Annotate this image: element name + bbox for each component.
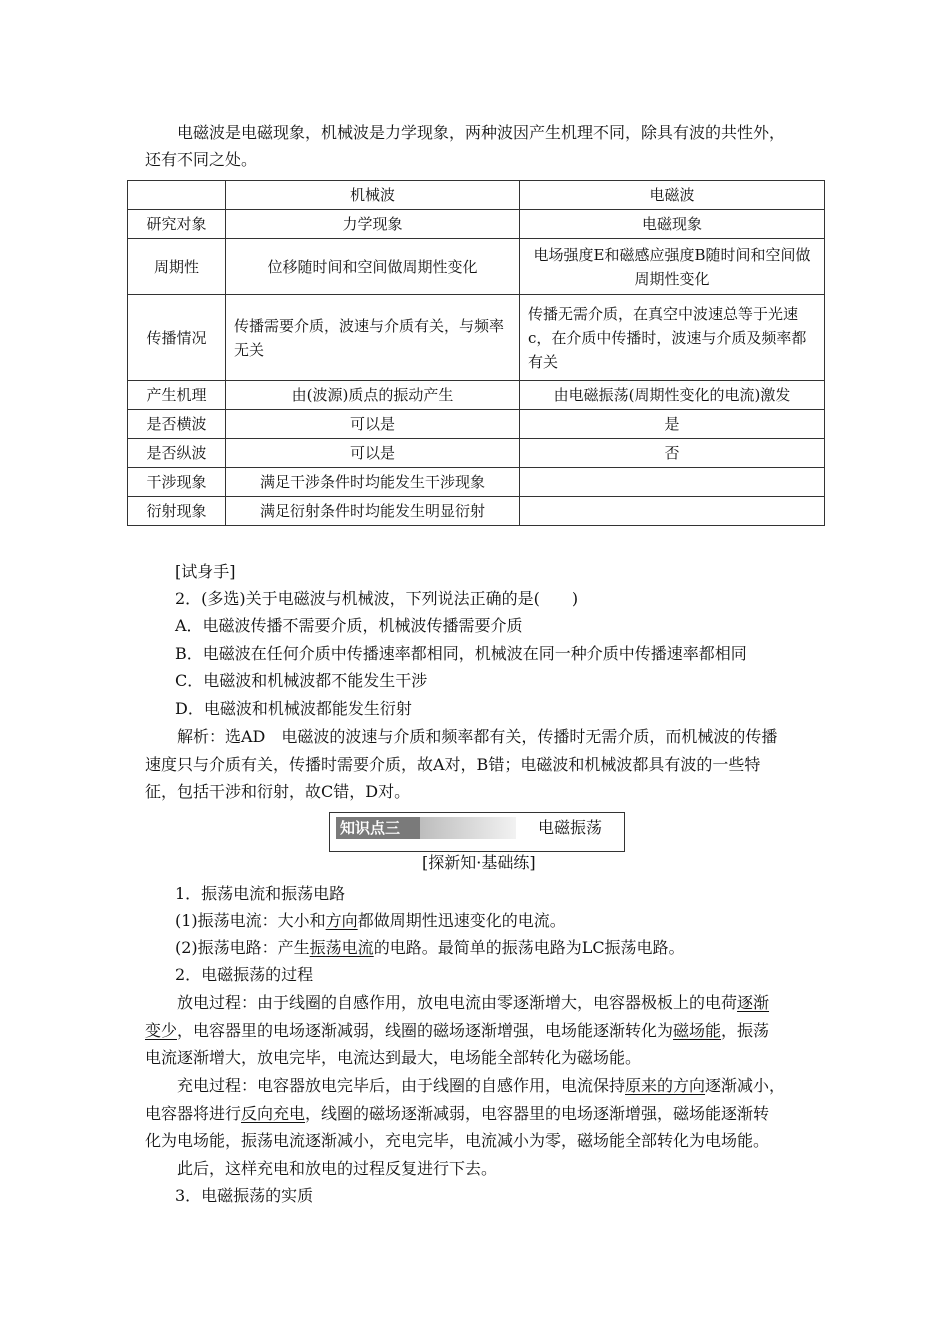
table-cell bbox=[520, 468, 825, 497]
comparison-table bbox=[127, 180, 825, 526]
table-cell: 满足干涉条件时均能发生干涉现象 bbox=[226, 468, 520, 497]
discharge-line-2 bbox=[145, 1017, 825, 1044]
heading-3: 3．电磁振荡的实质 bbox=[175, 1186, 314, 1205]
table-row bbox=[128, 239, 825, 295]
table-cell: 传播需要介质，波速与介质有关，与频率无关 bbox=[226, 295, 520, 381]
intro-line-2: 还有不同之处。 bbox=[145, 150, 258, 169]
knowledge-point-title: 电磁振荡 bbox=[538, 818, 603, 837]
item-oscillating-circuit bbox=[175, 934, 685, 961]
table-cell: 满足衍射条件时均能发生明显衍射 bbox=[226, 497, 520, 526]
table-cell: 由电磁振荡(周期性变化的电流)激发 bbox=[520, 381, 825, 410]
row-label: 周期性 bbox=[128, 239, 226, 295]
intro-line-1: 电磁波是电磁现象，机械波是力学现象，两种波因产生机理不同，除具有波的共性外， bbox=[177, 123, 786, 142]
text: ，电容器里的电场逐渐减弱，线圈的磁场逐渐增强，电场能逐渐转化为 bbox=[177, 1021, 674, 1040]
text: 电容器将进行 bbox=[145, 1104, 242, 1123]
charge-line-3: 化为电场能，振荡电流逐渐减小，充电完毕，电流减小为零，磁场能全部转化为电场能。 bbox=[145, 1131, 770, 1150]
analysis-line-3: 征，包括干涉和衍射，故C错，D对。 bbox=[145, 782, 411, 801]
table-row bbox=[128, 439, 825, 468]
row-label: 干涉现象 bbox=[128, 468, 226, 497]
discharge-line-1 bbox=[145, 989, 825, 1016]
table-cell: 可以是 bbox=[226, 410, 520, 439]
table-cell: 电磁现象 bbox=[520, 210, 825, 239]
row-label: 研究对象 bbox=[128, 210, 226, 239]
knowledge-point-header bbox=[329, 812, 625, 852]
heading-2: 2．电磁振荡的过程 bbox=[175, 965, 314, 984]
table-header-cell: 机械波 bbox=[226, 181, 520, 210]
option-a: A．电磁波传播不需要介质，机械波传播需要介质 bbox=[175, 616, 523, 635]
text: 的电路。最简单的振荡电路为LC振荡电路。 bbox=[373, 938, 685, 957]
text: 放电过程：由于线圈的自感作用，放电电流由零逐渐增大，电容器极板上的电荷 bbox=[177, 993, 738, 1012]
option-d: D．电磁波和机械波都能发生衍射 bbox=[175, 699, 412, 718]
analysis-line-1: 解析：选AD 电磁波的波速与介质和频率都有关，传播时无需介质，而机械波的传播 bbox=[177, 727, 778, 746]
row-label: 衍射现象 bbox=[128, 497, 226, 526]
text: (2)振荡电路：产生 bbox=[175, 938, 310, 957]
table-row bbox=[128, 468, 825, 497]
badge-gradient-bar bbox=[420, 817, 516, 839]
table-cell: 否 bbox=[520, 439, 825, 468]
table-cell: 位移随时间和空间做周期性变化 bbox=[226, 239, 520, 295]
row-label: 传播情况 bbox=[128, 295, 226, 381]
option-b: B．电磁波在任何介质中传播速率都相同，机械波在同一种介质中传播速率都相同 bbox=[175, 644, 747, 663]
charge-line-1 bbox=[145, 1072, 825, 1099]
table-cell: 可以是 bbox=[226, 439, 520, 468]
table-row bbox=[128, 381, 825, 410]
underlined-term: 原来的方向 bbox=[625, 1076, 706, 1095]
underlined-term: 振荡电流 bbox=[309, 938, 374, 957]
underlined-term: 变少 bbox=[145, 1021, 178, 1040]
text: ，振荡 bbox=[721, 1021, 770, 1040]
table-header-cell: 电磁波 bbox=[520, 181, 825, 210]
table-cell: 电场强度E和磁感应强度B随时间和空间做周期性变化 bbox=[520, 239, 825, 295]
underlined-term: 方向 bbox=[325, 911, 358, 930]
row-label: 是否横波 bbox=[128, 410, 226, 439]
text: 充电过程：电容器放电完毕后，由于线圈的自感作用，电流保持 bbox=[177, 1076, 626, 1095]
practice-tag: [试身手] bbox=[175, 562, 236, 581]
repeat-line: 此后，这样充电和放电的过程反复进行下去。 bbox=[177, 1159, 498, 1178]
underlined-term: 逐渐 bbox=[737, 993, 770, 1012]
table-row bbox=[128, 295, 825, 381]
section-subtitle: [探新知·基础练] bbox=[422, 853, 536, 872]
table-cell: 力学现象 bbox=[226, 210, 520, 239]
item-oscillating-current bbox=[175, 907, 566, 934]
charge-line-2 bbox=[145, 1100, 825, 1127]
text: (1)振荡电流：大小和 bbox=[175, 911, 326, 930]
discharge-line-3: 电流逐渐增大，放电完毕，电流达到最大，电场能全部转化为磁场能。 bbox=[145, 1048, 642, 1067]
table-cell: 是 bbox=[520, 410, 825, 439]
heading-1: 1．振荡电流和振荡电路 bbox=[175, 884, 346, 903]
table-row bbox=[128, 410, 825, 439]
option-c: C．电磁波和机械波都不能发生干涉 bbox=[175, 671, 428, 690]
table-header-cell bbox=[128, 181, 226, 210]
analysis-line-2: 速度只与介质有关，传播时需要介质，故A对，B错；电磁波和机械波都具有波的一些特 bbox=[145, 755, 761, 774]
text: 都做周期性迅速变化的电流。 bbox=[357, 911, 566, 930]
table-row bbox=[128, 497, 825, 526]
table-cell: 传播无需介质，在真空中波速总等于光速c，在介质中传播时，波速与介质及频率都有关 bbox=[520, 295, 825, 381]
text: 逐渐减小， bbox=[705, 1076, 786, 1095]
knowledge-point-badge: 知识点三 bbox=[336, 817, 420, 839]
table-cell bbox=[520, 497, 825, 526]
table-row bbox=[128, 210, 825, 239]
text: ，线圈的磁场逐渐减弱，电容器里的电场逐渐增强，磁场能逐渐转 bbox=[305, 1104, 770, 1123]
table-cell: 由(波源)质点的振动产生 bbox=[226, 381, 520, 410]
row-label: 产生机理 bbox=[128, 381, 226, 410]
underlined-term: 磁场能 bbox=[673, 1021, 722, 1040]
row-label: 是否纵波 bbox=[128, 439, 226, 468]
question-stem: 2．(多选)关于电磁波与机械波，下列说法正确的是( ) bbox=[175, 589, 579, 608]
underlined-term: 反向充电 bbox=[241, 1104, 306, 1123]
table-header-row bbox=[128, 181, 825, 210]
